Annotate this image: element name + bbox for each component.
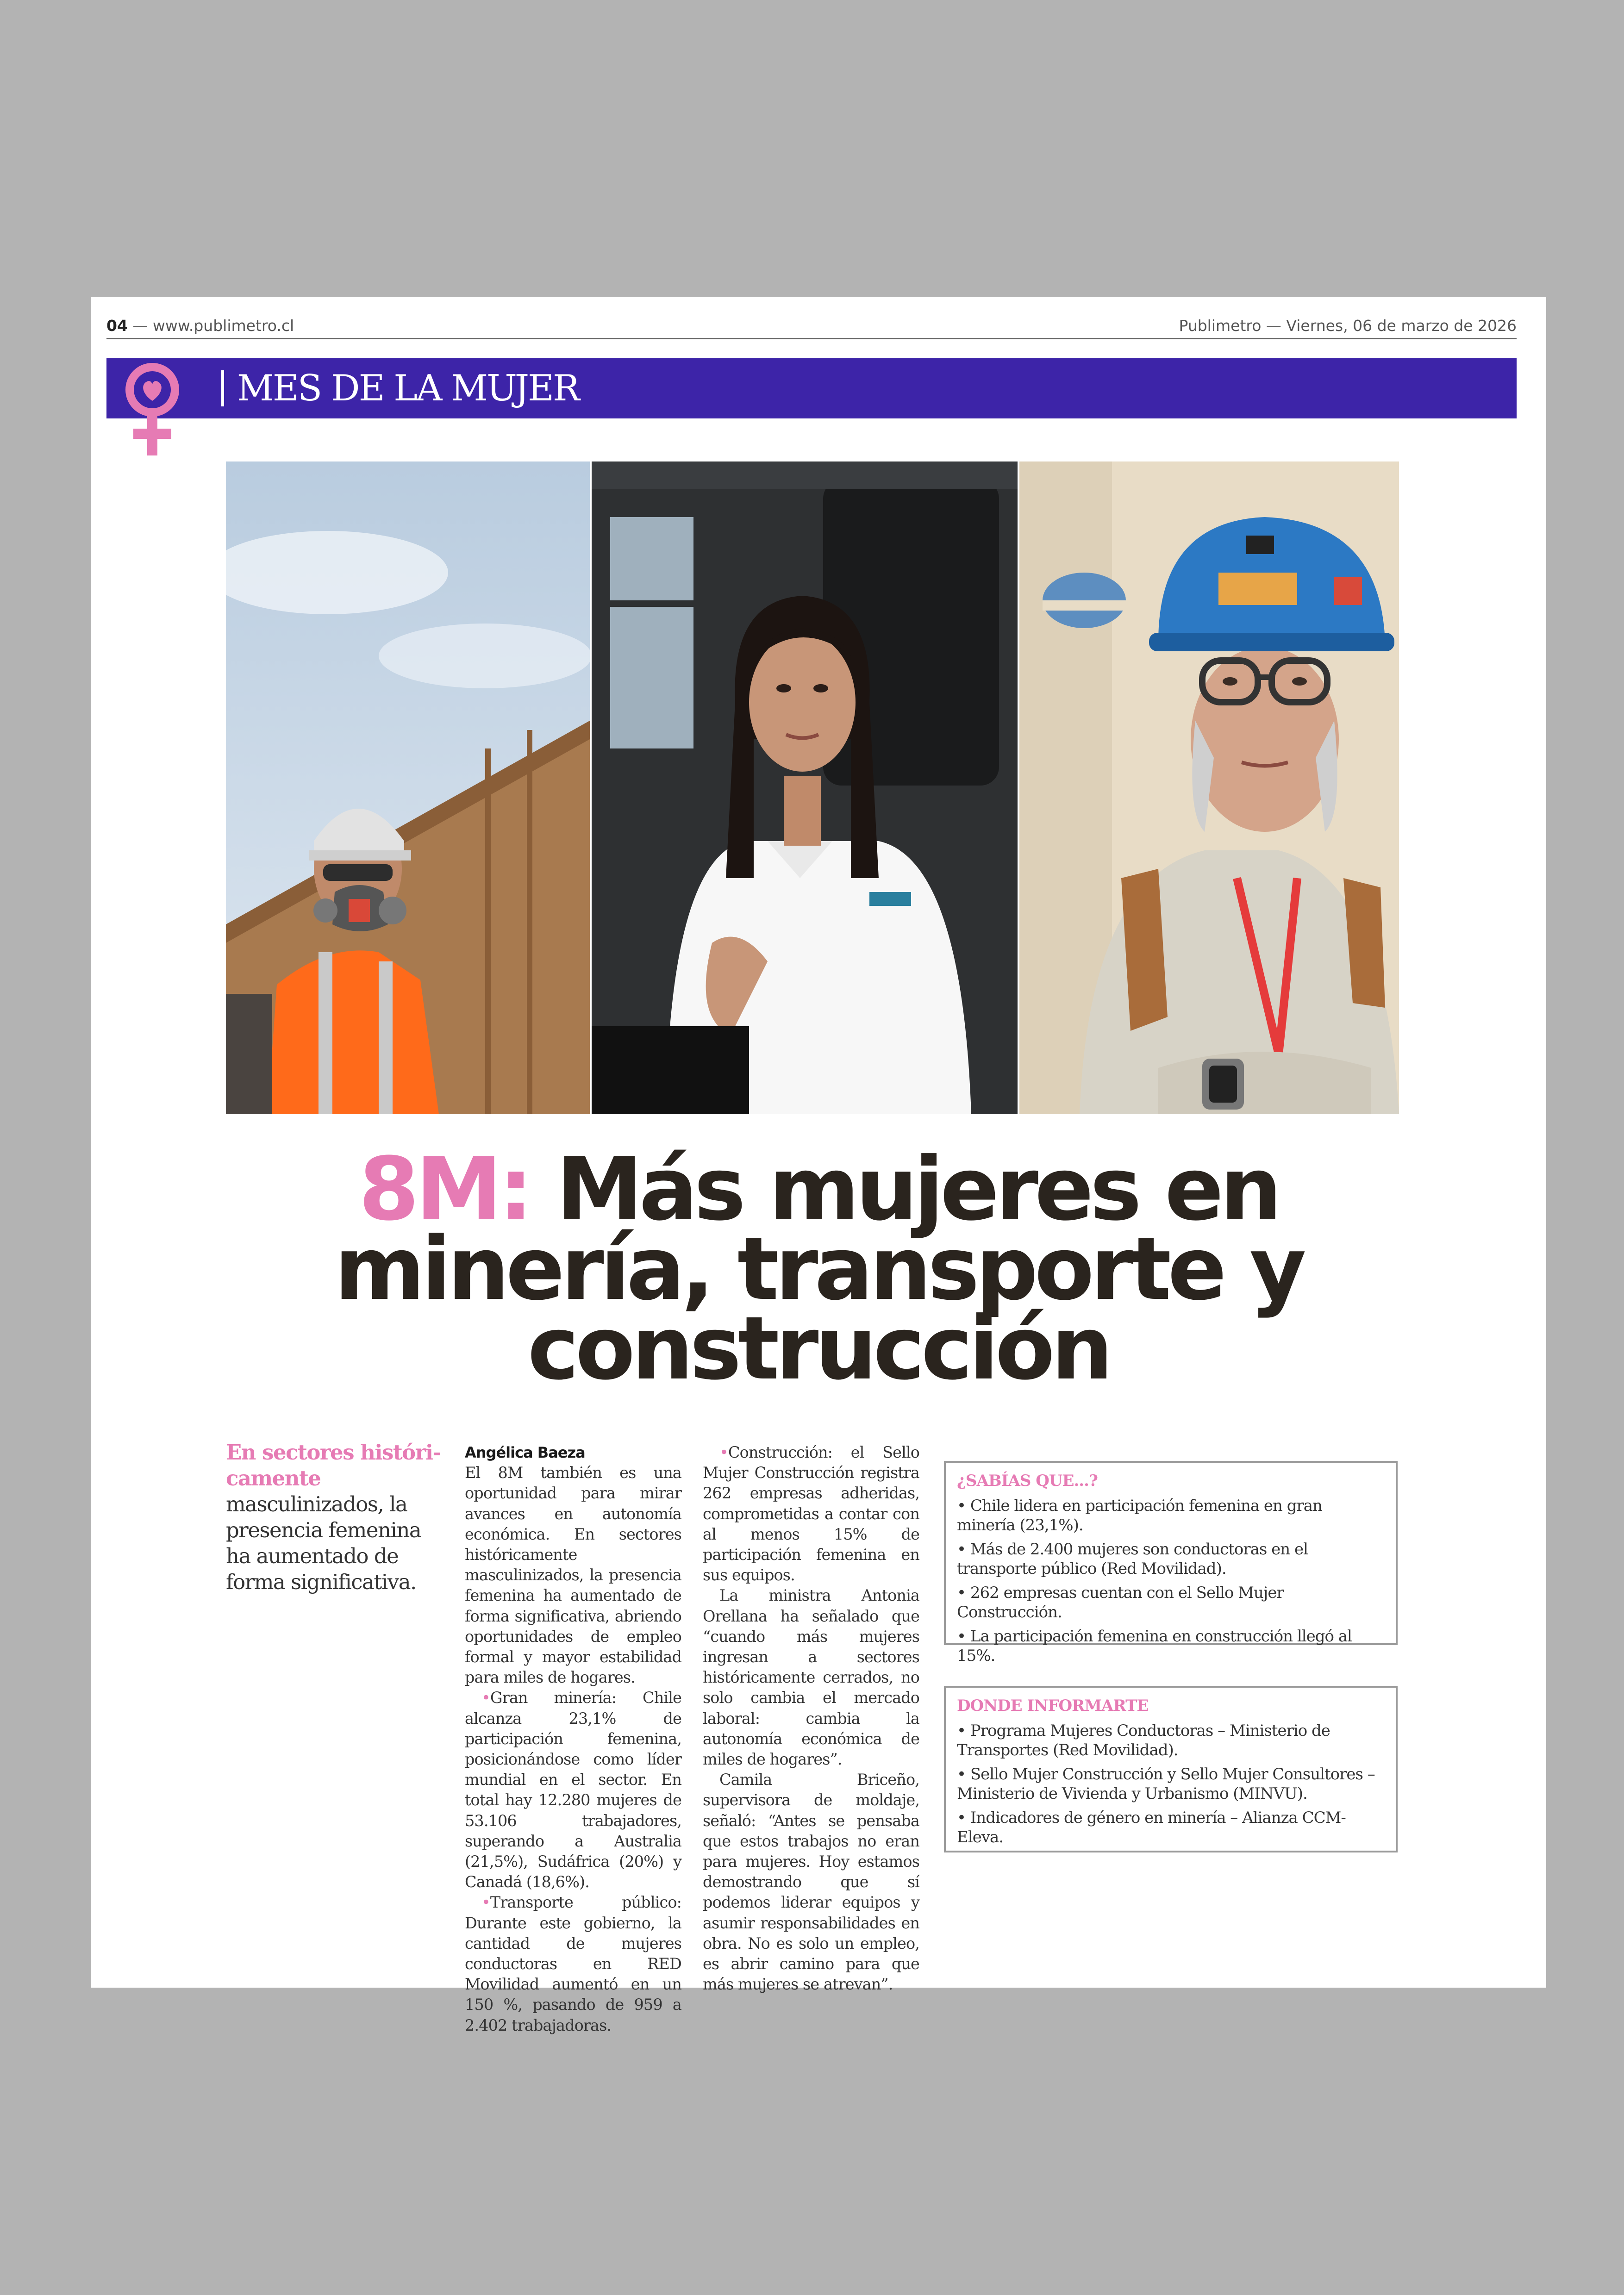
lead-text: masculinizados, la presencia femenina ha aumentado de forma significativa. xyxy=(226,1492,421,1594)
headline-line-1-text: Más mujeres en xyxy=(556,1139,1279,1240)
donde-informarte-item: • Programa Mujeres Conductoras – Ministerio de Transportes (Red Movilidad). xyxy=(957,1721,1330,1759)
headline-line-3: construcción xyxy=(527,1298,1110,1399)
donde-informarte-item: • Indicadores de género en minería – Alianza CCM-Eleva. xyxy=(957,1809,1346,1846)
folio-divider xyxy=(106,338,1517,339)
article-supervisor-quote: Camila Briceño, supervisora de moldaje, señaló: “Antes se pensaba que estos trabajos no eran para mujeres. Hoy estamos demostrando que sí podemos liderar equipos y asumir responsabilidades en obra. No es solo un empleo, es abrir camino para que más mujeres se atrevan”. xyxy=(703,1771,919,1994)
banner-divider xyxy=(221,370,224,406)
bullet-icon: • xyxy=(481,1689,490,1707)
article-minister-quote: La ministra Antonia Orellana ha señalado que “cuando más mujeres ingresan a sectores históricamente cerrados, no solo cambia el mercado laboral: cambia la autonomía económica de miles de hogares”. xyxy=(703,1586,919,1769)
article-mining-text: Gran minería: Chile alcanza 23,1% de participación femenina, posicionándose como líder mundial en el sector. En total hay 12.280 mujeres de 53.106 trabajadores, superando a Australia (21,5%), Sudáfrica (20%) y Canadá (18,6%). xyxy=(465,1689,681,1891)
donde-informarte-title: DONDE INFORMARTE xyxy=(957,1696,1149,1715)
venus-heart-icon xyxy=(121,358,183,459)
site-url: www.publimetro.cl xyxy=(152,317,294,335)
headline xyxy=(183,1139,1454,1399)
headline-kicker: 8M: xyxy=(358,1139,530,1240)
article-transport-paragraph xyxy=(465,1892,681,2035)
sabias-que-item: • Chile lidera en participación femenina en gran minería (23,1%). xyxy=(957,1497,1322,1534)
sabias-que-item: • Más de 2.400 mujeres son conductoras en el transporte público (Red Movilidad). xyxy=(957,1540,1308,1578)
bullet-icon: • xyxy=(719,1443,728,1461)
sabias-que-list xyxy=(957,1496,1385,1665)
lead-highlight: En sectores históricamente xyxy=(226,1440,442,1491)
article-transport-text: Transporte público: Durante este gobierno, la cantidad de mujeres conductoras en RED Movilidad aumentó en un 150 %, pasando de 959 a 2.402 trabajadoras. xyxy=(465,1893,681,2034)
sabias-que-item: • La participación femenina en construcción llegó al 15%. xyxy=(957,1627,1352,1665)
article-construction-text: Construcción: el Sello Mujer Construcción registra 262 empresas adheridas, comprometidas a contar con al menos 15% de participación femenina en sus equipos. xyxy=(703,1443,919,1584)
headline-line-2: minería, transporte y xyxy=(334,1218,1303,1320)
donde-informarte-box xyxy=(944,1686,1398,1852)
article-column-1 xyxy=(465,1442,681,2036)
article-construction-paragraph xyxy=(703,1442,919,1585)
article-intro: El 8M también es una oportunidad para mirar avances en autonomía económica. En sectores históricamente masculinizados, la presencia femenina ha aumentado de forma significativa, abriendo oportunidades de empleo formal y mayor estabilidad para miles de hogares. xyxy=(465,1464,681,1687)
sabias-que-item: • 262 empresas cuentan con el Sello Mujer Construcción. xyxy=(957,1584,1284,1621)
page-number: 04 xyxy=(106,317,128,335)
sabias-que-box xyxy=(944,1461,1398,1665)
lead-paragraph xyxy=(226,1440,443,1595)
sabias-que-title: ¿SABÍAS QUE...? xyxy=(957,1472,1098,1490)
article-column-2 xyxy=(703,1442,919,1995)
donde-informarte-item: • Sello Mujer Construcción y Sello Mujer Consultores – Ministerio de Vivienda y Urbanismo (MINVU). xyxy=(957,1765,1375,1803)
newspaper-page xyxy=(91,297,1546,2034)
headline-line-1 xyxy=(183,1139,1454,1240)
article-mining-paragraph xyxy=(465,1688,681,1892)
folio-left: 04 — www.publimetro.cl xyxy=(106,317,294,335)
section-title: MES DE LA MUJER xyxy=(237,368,579,409)
byline: Angélica Baeza xyxy=(465,1444,585,1461)
bus-driver-photo xyxy=(592,461,1018,1114)
section-banner xyxy=(106,358,1517,418)
worker-with-respirator-photo xyxy=(226,461,590,1114)
miner-with-helmet-photo xyxy=(1019,461,1399,1114)
bullet-icon: • xyxy=(481,1893,490,1912)
publication-date: Publimetro — Viernes, 06 de marzo de 2026 xyxy=(1179,317,1517,335)
donde-informarte-list xyxy=(957,1721,1385,1847)
